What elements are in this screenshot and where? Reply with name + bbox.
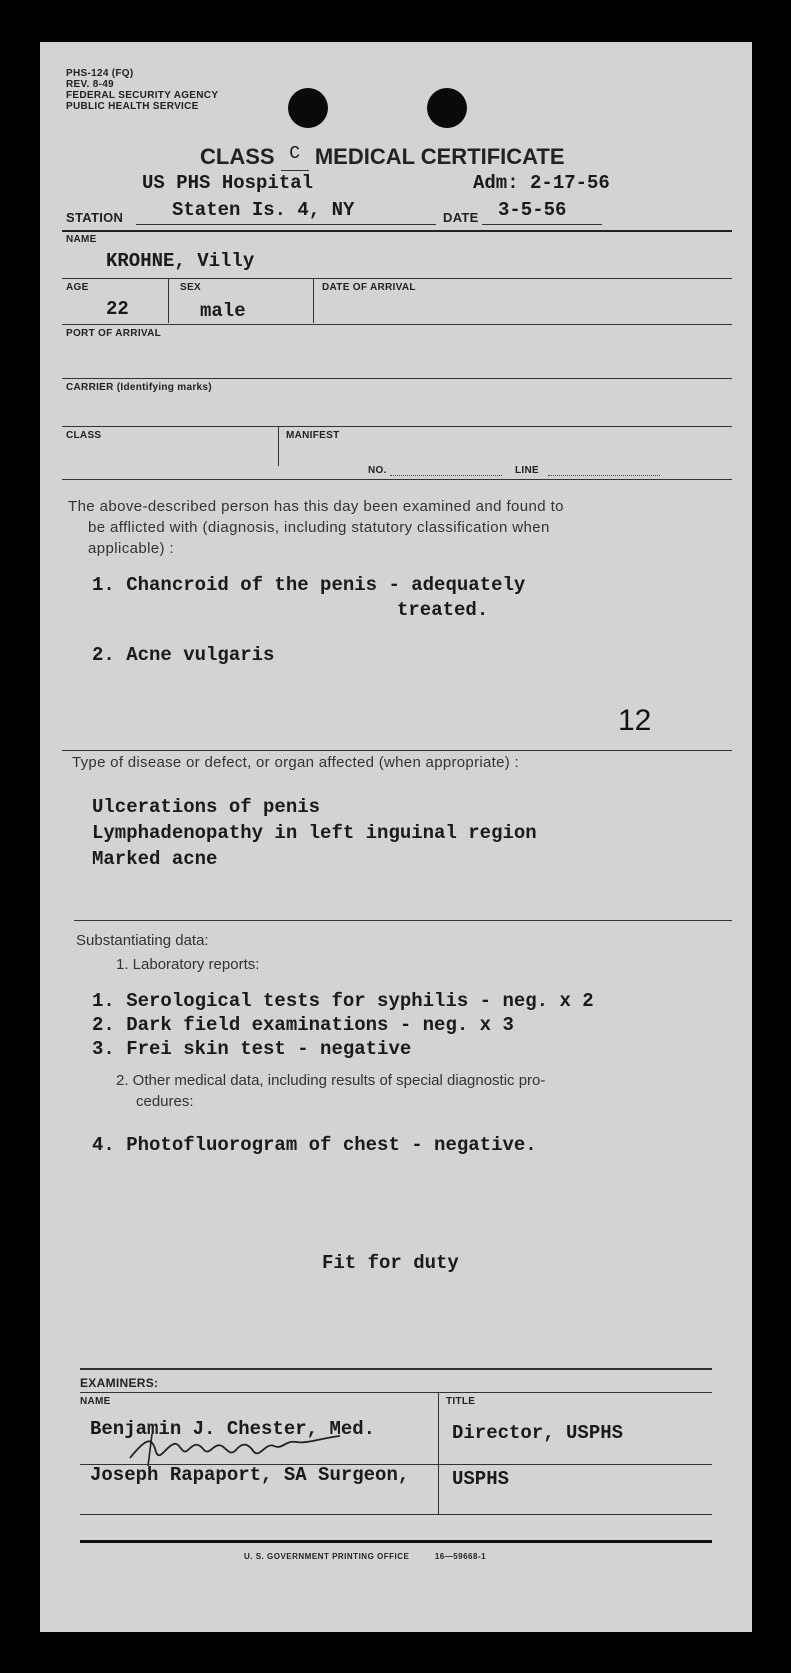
examiners-label: EXAMINERS:: [80, 1376, 159, 1390]
examiner-title-label: TITLE: [446, 1396, 476, 1407]
statement-line: The above-described person has this day been examined and found to: [68, 498, 564, 515]
sex-label: SEX: [180, 282, 201, 293]
manifest-line-label: LINE: [515, 465, 539, 476]
patient-age: 22: [106, 298, 129, 320]
printer-name: U. S. GOVERNMENT PRINTING OFFICE: [244, 1552, 410, 1561]
statement-line: applicable) :: [88, 540, 175, 557]
port-of-arrival-label: PORT OF ARRIVAL: [66, 328, 162, 339]
station-line-1: US PHS Hospital: [142, 172, 314, 194]
examiner-name-label: NAME: [80, 1396, 111, 1407]
patient-name: KROHNE, Villy: [106, 250, 255, 272]
finding-1: Ulcerations of penis: [92, 796, 321, 818]
agency: FEDERAL SECURITY AGENCY: [66, 90, 219, 101]
finding-3: Marked acne: [92, 848, 218, 870]
lab-result-3: 3. Frei skin test - negative: [92, 1038, 412, 1060]
class-value: C: [289, 144, 301, 164]
classification-number: 12: [618, 704, 652, 737]
service: PUBLIC HEALTH SERVICE: [66, 101, 199, 112]
other-data-line: 2. Other medical data, including results of special diagnostic pro-: [116, 1072, 546, 1089]
certificate-title: [200, 144, 565, 171]
examination-statement: [68, 496, 668, 559]
form-header: [66, 68, 218, 112]
age-label: AGE: [66, 282, 89, 293]
punch-hole: [427, 88, 467, 128]
substantiating-label: Substantiating data:: [76, 932, 209, 949]
punch-hole: [288, 88, 328, 128]
form-revision: REV. 8-49: [66, 79, 114, 90]
manifest-no-label: NO.: [368, 465, 387, 476]
lab-result-2: 2. Dark field examinations - neg. x 3: [92, 1014, 514, 1036]
exam-date: 3-5-56: [498, 199, 567, 221]
examiner-2-name: Joseph Rapaport, SA Surgeon,: [90, 1464, 410, 1486]
printer-code: 16—59668-1: [434, 1552, 487, 1561]
printer-mark: [244, 1552, 486, 1561]
title-text: MEDICAL CERTIFICATE: [314, 144, 565, 169]
other-result: 4. Photofluorogram of chest - negative.: [92, 1134, 537, 1156]
manifest-label: MANIFEST: [286, 430, 340, 441]
date-label: DATE: [443, 210, 479, 225]
station-line-2: Staten Is. 4, NY: [172, 199, 355, 221]
name-label: NAME: [66, 234, 97, 245]
examiner-1-name: Benjamin J. Chester, Med.: [90, 1418, 376, 1440]
fitness-statement: Fit for duty: [322, 1252, 459, 1274]
other-data-line: cedures:: [136, 1093, 194, 1110]
carrier-label: CARRIER (Identifying marks): [66, 382, 212, 393]
examiner-2-title: USPHS: [452, 1468, 510, 1490]
disease-type-label: Type of disease or defect, or organ affected (when appropriate) :: [72, 754, 519, 771]
diagnosis-1-continued: treated.: [397, 599, 489, 621]
diagnosis-2: 2. Acne vulgaris: [92, 644, 275, 666]
lab-result-1: 1. Serological tests for syphilis - neg. x 2: [92, 990, 594, 1012]
certificate-paper: [40, 42, 752, 1632]
form-number: PHS-124 (FQ): [66, 68, 134, 79]
statement-line: be afflicted with (diagnosis, including statutory classification when: [88, 519, 550, 536]
date-of-arrival-label: DATE OF ARRIVAL: [322, 282, 416, 293]
diagnosis-1: 1. Chancroid of the penis - adequately: [92, 574, 526, 596]
station-label: STATION: [66, 210, 124, 225]
finding-2: Lymphadenopathy in left inguinal region: [92, 822, 537, 844]
other-data-label: [116, 1070, 716, 1112]
lab-reports-label: 1. Laboratory reports:: [116, 956, 260, 973]
examiner-1-title: Director, USPHS: [452, 1422, 624, 1444]
class-label: CLASS: [200, 144, 275, 169]
admission-date: Adm: 2-17-56: [473, 172, 610, 194]
patient-sex: male: [200, 300, 246, 322]
class-field-label: CLASS: [66, 430, 102, 441]
